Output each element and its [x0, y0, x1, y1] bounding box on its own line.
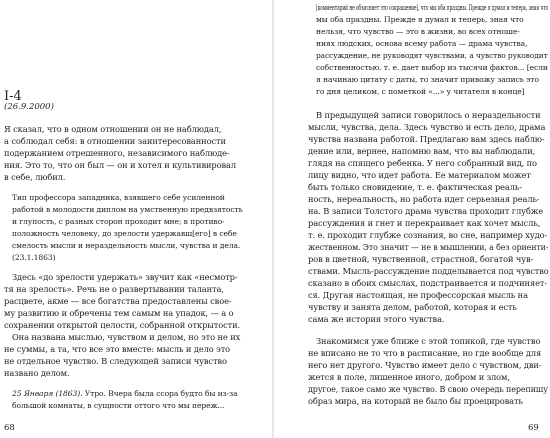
- quote-line: рассуждение, не руководят чувствами, а чувство руководит: [316, 51, 548, 60]
- text-line: В предыдущей записи говорилось о нераздельности: [316, 110, 541, 120]
- text-line: а соблюдал себя: в отношении заинтересованности: [4, 136, 226, 146]
- text-line: лицу видно, что идет работа. Ее материалом может: [308, 170, 531, 180]
- quote-line: собственностью. т. е. дает выбор из тысячи фактов... [если: [316, 63, 548, 72]
- quote-line: [комментарий не объясняет это сокращение], что мы оба праздны. Прежде я думал и теперь, зная что: [316, 3, 549, 12]
- left-page: [0, 0, 270, 438]
- text-line: ствами. Мысль-рассуждение подделывается под чувство: [308, 266, 549, 276]
- text-line: названо делом.: [4, 368, 70, 378]
- quote-line: большой комнаты, в сущности оттого что мы переж...: [12, 401, 225, 410]
- text-line: т. е. проходит глубже сознания, во сне, например худо-: [308, 230, 548, 240]
- quote-line: положность человеку, до зрелости удержавш[его] в себе: [12, 229, 237, 238]
- text-line: жется в поле, лишенное иного, добром и злом,: [308, 372, 510, 382]
- quote-date: 25 Января (1863).: [12, 389, 83, 398]
- text-line: сказано в обоих смыслах, подстраивается и подчиняет-: [308, 278, 548, 288]
- text-line: не отдельное чувство. В следующей записи чувство: [4, 356, 227, 366]
- text-line: ров в цветной, чувственной, страстной, богатой чув-: [308, 254, 534, 264]
- text-line: на. В записи Толстого драма чувства проходит глубже: [308, 206, 544, 216]
- book-gutter: [272, 0, 274, 438]
- text-line: в себе, любил.: [4, 172, 66, 182]
- quote-line: (23.1.1863): [12, 253, 56, 262]
- text-line: подержанием отрешенного, независимого наблюде-: [4, 148, 230, 158]
- quote-text: Утро. Вчера была ссора будто бы из-за: [82, 389, 238, 398]
- text-line: сама же история этого чувства.: [308, 314, 445, 324]
- quote-line: я начинаю цитату с даты, то значит привожу запись это: [316, 75, 539, 84]
- text-line: Я сказал, что в одном отношении он не наблюдал,: [4, 124, 222, 134]
- text-line: ния. Это то, что он был — он и хотел и культивировал: [4, 160, 237, 170]
- quote-line: работой в молодости диплом на умственную предвзятость: [12, 205, 243, 214]
- quote-line: го дня целиком, с пометкой «...» у читателя в конце]: [316, 87, 525, 96]
- text-line: дение или, вернее, напомню вам, что вы наблюдали,: [308, 146, 536, 156]
- text-line: не вписано не то что в расписание, но где вообще для: [308, 348, 542, 358]
- page-number: 68: [4, 423, 15, 433]
- text-line: чувству и занята делом, работой, которая и есть: [308, 302, 517, 312]
- text-line: другое, такое само же чувство. В свою очередь перепишу: [308, 384, 548, 394]
- text-line: жественном. Это значит — не в мышлении, а без ориенти-: [308, 242, 549, 252]
- text-line: Знакомимся уже ближе с этой топикой, где чувство: [316, 336, 541, 346]
- text-line: ся. Другая настоящая, не профессорская мысль на: [308, 290, 528, 300]
- text-line: него нет другого. Чувство имеет дело с чувством, дви-: [308, 360, 542, 370]
- text-line: Она названа мыслью, чувством и делом, но это не их: [12, 332, 241, 342]
- quote-line: и глупость, с разных сторон проходит мне; в противо-: [12, 217, 225, 226]
- quote-line: ниях людских, основа всему работа — драма чувства,: [316, 39, 528, 48]
- quote-line: нельзя, что чувство — это в жизни, во всех отноше-: [316, 27, 520, 36]
- section-date: (26.9.2000): [4, 102, 54, 112]
- text-line: расцвете, акме — все богатства предоставлены свое-: [4, 296, 232, 306]
- text-line: тя на зрелость». Речь не о развертывании таланта,: [4, 284, 224, 294]
- text-line: сохранении открытой целости, собранной открытости.: [4, 320, 241, 330]
- text-line: чувства названа работой. Предлагаю вам здесь наблю-: [308, 134, 545, 144]
- text-line: мысли, чувства, дела. Здесь чувство и есть дело, драма: [308, 122, 546, 132]
- text-line: ность, нереальность, но работа идет серьезная реаль-: [308, 194, 540, 204]
- text-line: рассуждения и гнет и перекраивает как хочет мысль,: [308, 218, 541, 228]
- text-line: быть только сновидение, т. е. фактическая реаль-: [308, 182, 523, 192]
- text-line: Здесь «до зрелости удержать» звучит как «несмотр-: [12, 272, 238, 282]
- section-title: I-4: [4, 89, 22, 104]
- quote-line: [12, 389, 238, 399]
- quote-line: мы оба праздны. Прежде я думал и теперь, зная что: [316, 15, 524, 24]
- text-line: не суммы, а та, что все это вместе: мысль и дело это: [4, 344, 231, 354]
- text-line: глядя на спящего ребенка. У него собранный вид, по: [308, 158, 537, 168]
- right-page: [278, 0, 550, 438]
- text-line: му развитию и обречены тем самым на упадок, — а о: [4, 308, 234, 318]
- quote-line: смелость мысли и нераздельность мысли, чувства и дела.: [12, 241, 241, 250]
- quote-line: Тип профессора западника, взявшего себе усиленной: [12, 193, 225, 202]
- text-line: образ мира, на который не было бы проецировать: [308, 396, 523, 406]
- page-number: 69: [528, 423, 539, 433]
